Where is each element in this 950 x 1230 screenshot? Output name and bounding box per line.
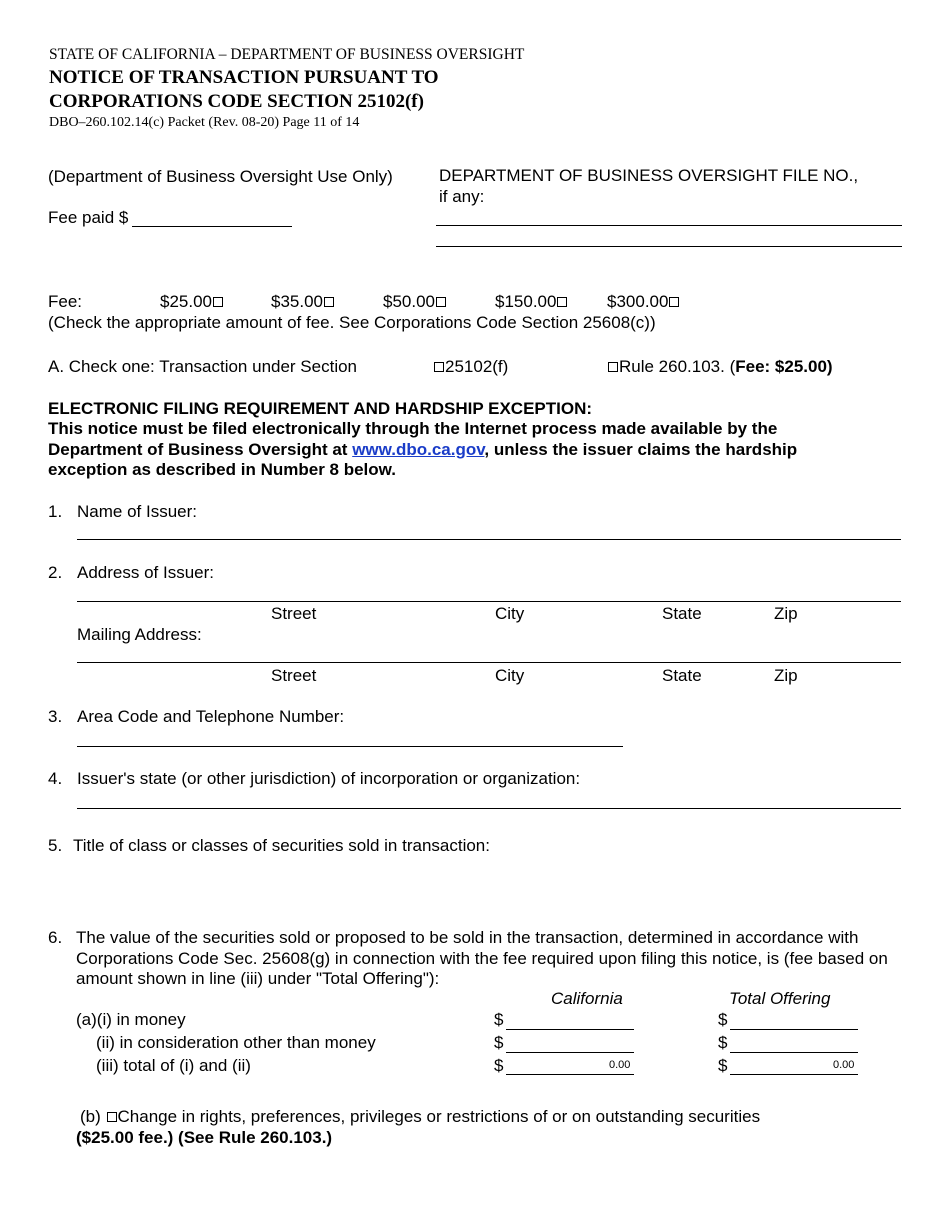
checkbox-icon[interactable]	[324, 297, 334, 307]
form-title-line2: CORPORATIONS CODE SECTION 25102(f)	[49, 91, 424, 112]
item-2-number: 2.	[48, 563, 63, 582]
california-total-field[interactable]	[506, 1074, 634, 1075]
city-caption: City	[495, 604, 525, 623]
item-2-label: Address of Issuer:	[77, 563, 215, 582]
row-total-label: (iii) total of (i) and (ii)	[96, 1056, 251, 1075]
fee-option-50[interactable]: $50.00	[383, 292, 447, 312]
fee-option-300[interactable]: $300.00	[607, 292, 680, 312]
agency-name: STATE OF CALIFORNIA – DEPARTMENT OF BUSINESS OVERSIGHT	[49, 46, 525, 63]
option-25102f[interactable]: 25102(f)	[433, 357, 508, 377]
form-title-line1: NOTICE OF TRANSACTION PURSUANT TO	[49, 67, 439, 88]
checkbox-icon[interactable]	[107, 1112, 117, 1122]
telephone-field[interactable]	[77, 746, 623, 747]
zip-caption: Zip	[774, 666, 798, 685]
fee-paid-label: Fee paid $	[48, 208, 129, 227]
california-column-header: California	[551, 989, 623, 1008]
efiling-heading: ELECTRONIC FILING REQUIREMENT AND HARDSHIP EXCEPTION:	[48, 399, 593, 418]
form-id: DBO–260.102.14(c) Packet (Rev. 08-20) Page 11 of 14	[49, 115, 360, 130]
office-use-label: (Department of Business Oversight Use Only)	[48, 167, 393, 186]
fee-label: Fee:	[48, 292, 83, 311]
california-other-field[interactable]	[506, 1052, 634, 1053]
checkbox-icon[interactable]	[434, 362, 444, 372]
item-5-number: 5.	[48, 836, 63, 855]
checkbox-icon[interactable]	[436, 297, 446, 307]
item-4-number: 4.	[48, 769, 63, 788]
checkbox-icon[interactable]	[608, 362, 618, 372]
row-other-label: (ii) in consideration other than money	[96, 1033, 376, 1052]
fee-note: (Check the appropriate amount of fee. See Corporations Code Section 25608(c))	[48, 313, 656, 332]
fee-option-25[interactable]: $25.00	[160, 292, 224, 312]
item-5-label: Title of class or classes of securities sold in transaction:	[73, 836, 490, 855]
checkbox-icon[interactable]	[557, 297, 567, 307]
mailing-address-label: Mailing Address:	[77, 625, 202, 644]
california-total-value: 0.00	[609, 1059, 631, 1071]
file-no-field-1[interactable]	[436, 225, 902, 226]
section-a-label: A. Check one: Transaction under Section	[48, 357, 358, 376]
street-caption: Street	[271, 666, 317, 685]
item-6-text: The value of the securities sold or proposed to be sold in the transaction, determined in accordance with Corporations Code Sec. 25608(g) in connection with the fee required upon filing this notice, is (fee based on amount shown in line (iii) under "Total Offering"):	[76, 928, 888, 988]
total-money-field[interactable]	[730, 1029, 858, 1030]
issuer-name-field[interactable]	[77, 539, 901, 540]
item-3-number: 3.	[48, 707, 63, 726]
checkbox-icon[interactable]	[213, 297, 223, 307]
item-1-label: Name of Issuer:	[77, 502, 197, 521]
total-other-field[interactable]	[730, 1052, 858, 1053]
fee-option-35[interactable]: $35.00	[271, 292, 335, 312]
dollar-sign: $	[718, 1010, 728, 1029]
file-no-label: DEPARTMENT OF BUSINESS OVERSIGHT FILE NO.,	[439, 166, 859, 185]
item-b: (b) Change in rights, preferences, privileges or restrictions of or on outstanding securities	[80, 1107, 761, 1126]
file-no-if-any: if any:	[439, 187, 485, 206]
incorporation-state-field[interactable]	[77, 808, 901, 809]
dollar-sign: $	[718, 1033, 728, 1052]
total-offering-total-field[interactable]	[730, 1074, 858, 1075]
file-no-field-2[interactable]	[436, 246, 902, 247]
dbo-website-link[interactable]: www.dbo.ca.gov	[352, 439, 485, 459]
item-b-fee-note: ($25.00 fee.) (See Rule 260.103.)	[76, 1128, 333, 1147]
option-rule-260103[interactable]: Rule 260.103. (Fee: $25.00)	[607, 357, 833, 377]
city-caption: City	[495, 666, 525, 685]
total-offering-total-value: 0.00	[833, 1059, 855, 1071]
item-4-label: Issuer's state (or other jurisdiction) of incorporation or organization:	[77, 769, 581, 788]
state-caption: State	[662, 604, 702, 623]
dollar-sign: $	[494, 1010, 504, 1029]
dollar-sign: $	[494, 1033, 504, 1052]
zip-caption: Zip	[774, 604, 798, 623]
dollar-sign: $	[718, 1056, 728, 1075]
efiling-text: This notice must be filed electronically through the Internet process made available by the Department of Business Oversight at www.dbo.ca.gov, unless the issuer claims the hardship exception as described in Number 8 below.	[48, 419, 798, 479]
checkbox-icon[interactable]	[669, 297, 679, 307]
fee-option-150[interactable]: $150.00	[495, 292, 568, 312]
state-caption: State	[662, 666, 702, 685]
fee-paid-field[interactable]	[132, 226, 292, 227]
dollar-sign: $	[494, 1056, 504, 1075]
row-money-label: (a)(i) in money	[76, 1010, 186, 1029]
issuer-address-field[interactable]	[77, 601, 901, 602]
street-caption: Street	[271, 604, 317, 623]
california-money-field[interactable]	[506, 1029, 634, 1030]
item-1-number: 1.	[48, 502, 63, 521]
mailing-address-field[interactable]	[77, 662, 901, 663]
total-offering-column-header: Total Offering	[729, 989, 831, 1008]
item-6-number: 6.	[48, 928, 63, 947]
item-3-label: Area Code and Telephone Number:	[77, 707, 345, 726]
